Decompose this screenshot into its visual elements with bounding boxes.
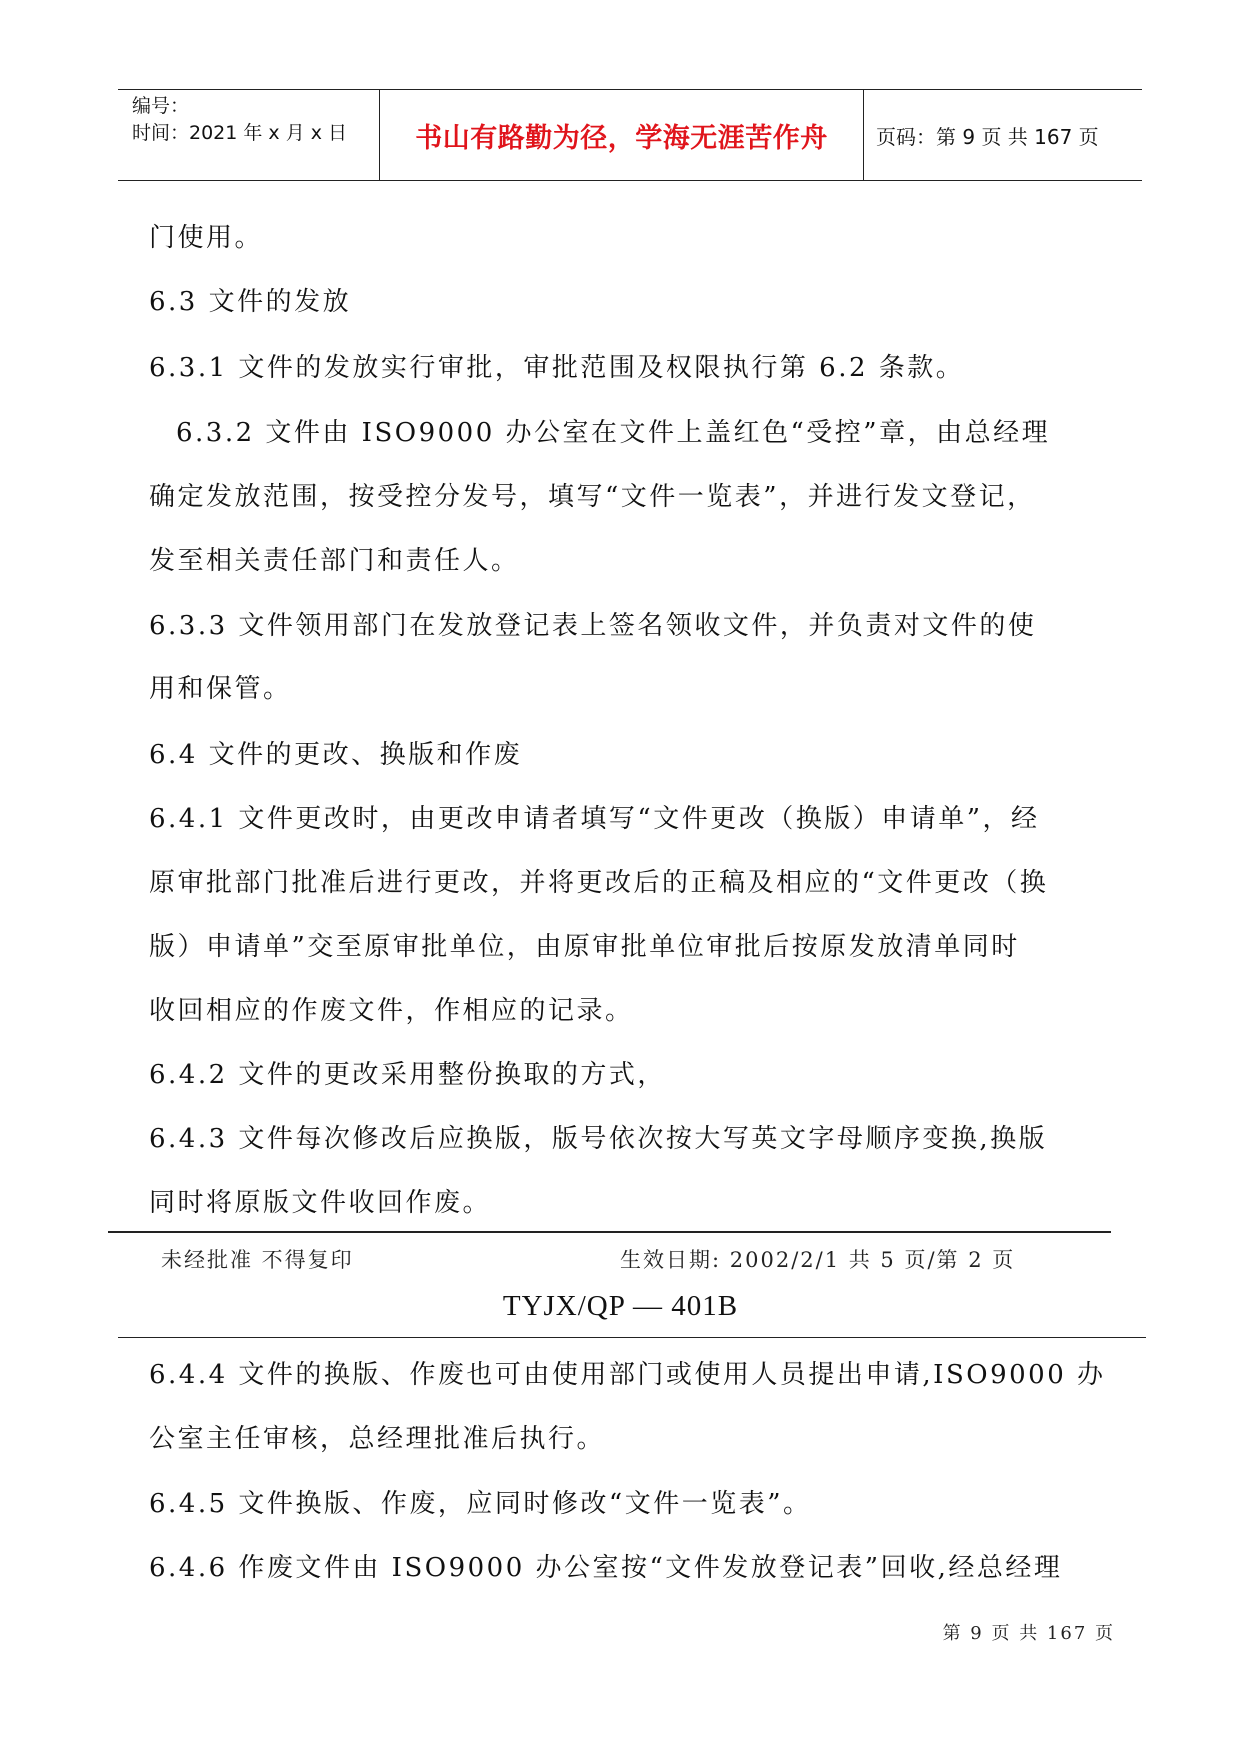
section-heading: 6.4 文件的更改、换版和作废 — [149, 740, 523, 770]
header-page-cell — [864, 90, 1142, 180]
doc-footer-right: 生效日期: 2002/2/1 共 5 页/第 2 页 — [620, 1248, 1016, 1272]
body-line: 发至相关责任部门和责任人。 — [149, 546, 520, 576]
header-motto-cell — [379, 90, 864, 180]
body-line: 同时将原版文件收回作废。 — [149, 1188, 492, 1218]
body-line: 6.4.4 文件的换版、作废也可由使用部门或使用人员提出申请,ISO9000 办 — [149, 1360, 1106, 1390]
body-line: 6.4.6 作废文件由 ISO9000 办公室按“文件发放登记表”回收,经总经理 — [149, 1553, 1063, 1583]
body-line: 6.4.3 文件每次修改后应换版，版号依次按大写英文字母顺序变换,换版 — [149, 1124, 1048, 1154]
doc-number-label: 编号： — [132, 95, 190, 117]
header-page-code: 页码：第 9 页 共 167 页 — [876, 124, 1099, 149]
header-motto: 书山有路勤为径，学海无涯苦作舟 — [415, 122, 828, 154]
doc-footer-left: 未经批准 不得复印 — [161, 1248, 354, 1272]
body-line: 6.3.3 文件领用部门在发放登记表上签名领收文件，并负责对文件的使 — [149, 611, 1037, 641]
doc-code: TYJX/QP — 401B — [502, 1290, 739, 1322]
doc-time-label: 时间：2021 年 x 月 x 日 — [132, 122, 348, 144]
body-line: 6.3.2 文件由 ISO9000 办公室在文件上盖红色“受控”章，由总经理 — [176, 418, 1051, 448]
body-line: 6.4.1 文件更改时，由更改申请者填写“文件更改（换版）申请单”，经 — [149, 804, 1040, 834]
body-line: 版）申请单”交至原审批单位，由原审批单位审批后按原发放清单同时 — [149, 932, 1020, 962]
body-line: 用和保管。 — [149, 674, 292, 704]
body-line: 公室主任审核，总经理批准后执行。 — [149, 1424, 606, 1454]
page-number-footer: 第 9 页 共 167 页 — [942, 1623, 1115, 1644]
body-line: 确定发放范围，按受控分发号，填写“文件一览表”，并进行发文登记， — [149, 482, 1036, 512]
footer-rule-top — [108, 1231, 1111, 1233]
section-heading: 6.3 文件的发放 — [149, 287, 352, 317]
body-line: 原审批部门批准后进行更改，并将更改后的正稿及相应的“文件更改（换 — [149, 868, 1049, 898]
page-header — [118, 89, 1142, 181]
body-line: 6.4.2 文件的更改采用整份换取的方式， — [149, 1060, 666, 1090]
body-line: 6.4.5 文件换版、作废，应同时修改“文件一览表”。 — [149, 1489, 812, 1519]
footer-rule-bottom — [118, 1337, 1146, 1338]
body-line: 收回相应的作废文件，作相应的记录。 — [149, 996, 634, 1026]
body-line: 门使用。 — [149, 223, 264, 253]
header-meta — [118, 90, 379, 180]
body-line: 6.3.1 文件的发放实行审批，审批范围及权限执行第 6.2 条款。 — [149, 353, 965, 383]
